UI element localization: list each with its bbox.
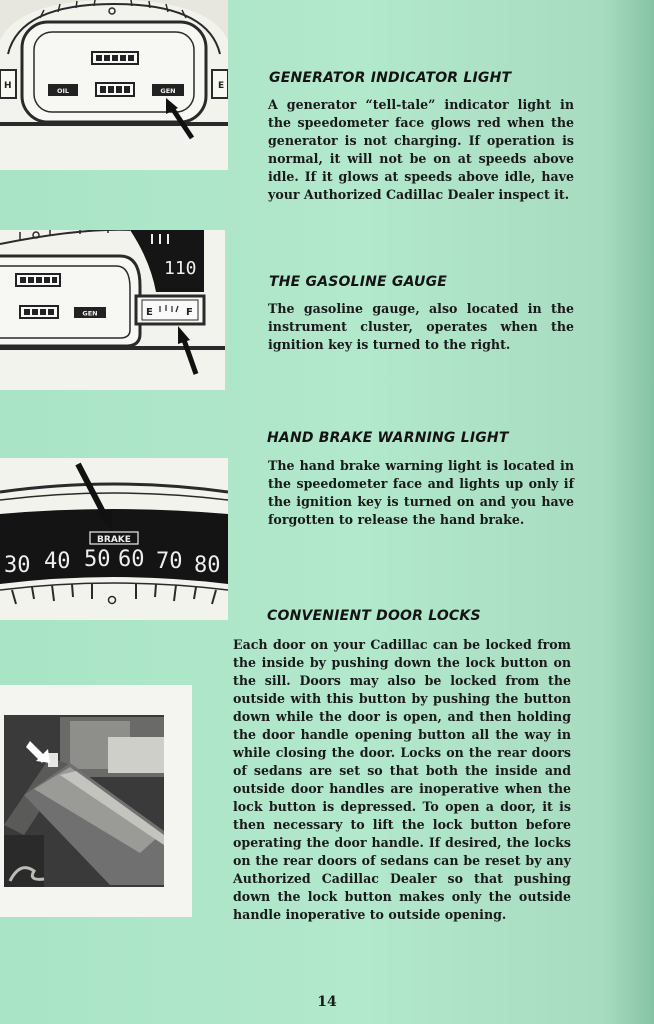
- section-heading-generator: GENERATOR INDICATOR LIGHT: [269, 70, 512, 86]
- fuel-empty-label: E: [146, 307, 153, 318]
- instrument-cluster-drawing: [0, 0, 228, 170]
- gasoline-cluster-drawing: [0, 230, 225, 390]
- gauge-label-e: E: [218, 81, 225, 91]
- speed-label-30: 30: [4, 553, 31, 578]
- speed-label-60: 60: [118, 547, 145, 572]
- section-heading-hand-brake: HAND BRAKE WARNING LIGHT: [267, 430, 509, 446]
- brake-light-label: BRAKE: [97, 535, 131, 545]
- oil-light-label: OIL: [56, 87, 70, 95]
- door-lock-photo-drawing: [0, 685, 192, 917]
- gen-light-label: GEN: [82, 309, 98, 318]
- gen-light-label: GEN: [160, 87, 176, 95]
- section-heading-gasoline: THE GASOLINE GAUGE: [269, 274, 448, 290]
- generator-light-illustration: [0, 0, 228, 170]
- speedometer-drawing: [0, 458, 228, 620]
- speed-label-80: 80: [194, 553, 221, 578]
- speed-label-110: 110: [164, 258, 197, 279]
- fuel-full-label: F: [186, 307, 193, 318]
- section-body-gasoline: The gasoline gauge, also located in the instrument cluster, operates when the ignition key is turned to the right.: [268, 301, 574, 352]
- gauge-label-h: H: [4, 81, 12, 91]
- section-heading-door-locks: CONVENIENT DOOR LOCKS: [267, 608, 481, 624]
- section-body-door-locks: Each door on your Cadillac can be locked from the inside by pushing down the lock button on the sill. Doors may also be locked from the outside with this button by pushing the button down while the door is open, and then holding the door handle opening button all the way in while closing the door. Locks on the rear doors of sedans are set so that both the inside and outside door handles are inoperative when the lock button is depressed. To open a door, it is then necessary to lift the lock button before operating the door handle. If desired, the locks on the rear doors of sedans can be reset by any Authorized Cadillac Dealer so that pushing down the lock button makes only the outside handle inoperative to outside opening.: [233, 637, 571, 922]
- page-number: 14: [317, 994, 337, 1010]
- door-lock-photo: [0, 685, 192, 917]
- brake-light-illustration: [0, 458, 228, 620]
- speed-label-70: 70: [156, 549, 183, 574]
- speed-label-50: 50: [84, 547, 111, 572]
- gasoline-gauge-illustration: [0, 230, 225, 390]
- section-body-generator: A generator “tell-tale” indicator light in the speedometer face glows red when the generator is not charging. If operation is normal, it will not be on at speeds above idle. If it glows at speeds above idle, have your Authorized Cadillac Dealer inspect it.: [268, 97, 574, 202]
- section-body-hand-brake: The hand brake warning light is located in the speedometer face and lights up only if the ignition key is turned on and you have forgotten to release the hand brake.: [268, 458, 574, 527]
- speed-label-40: 40: [44, 549, 71, 574]
